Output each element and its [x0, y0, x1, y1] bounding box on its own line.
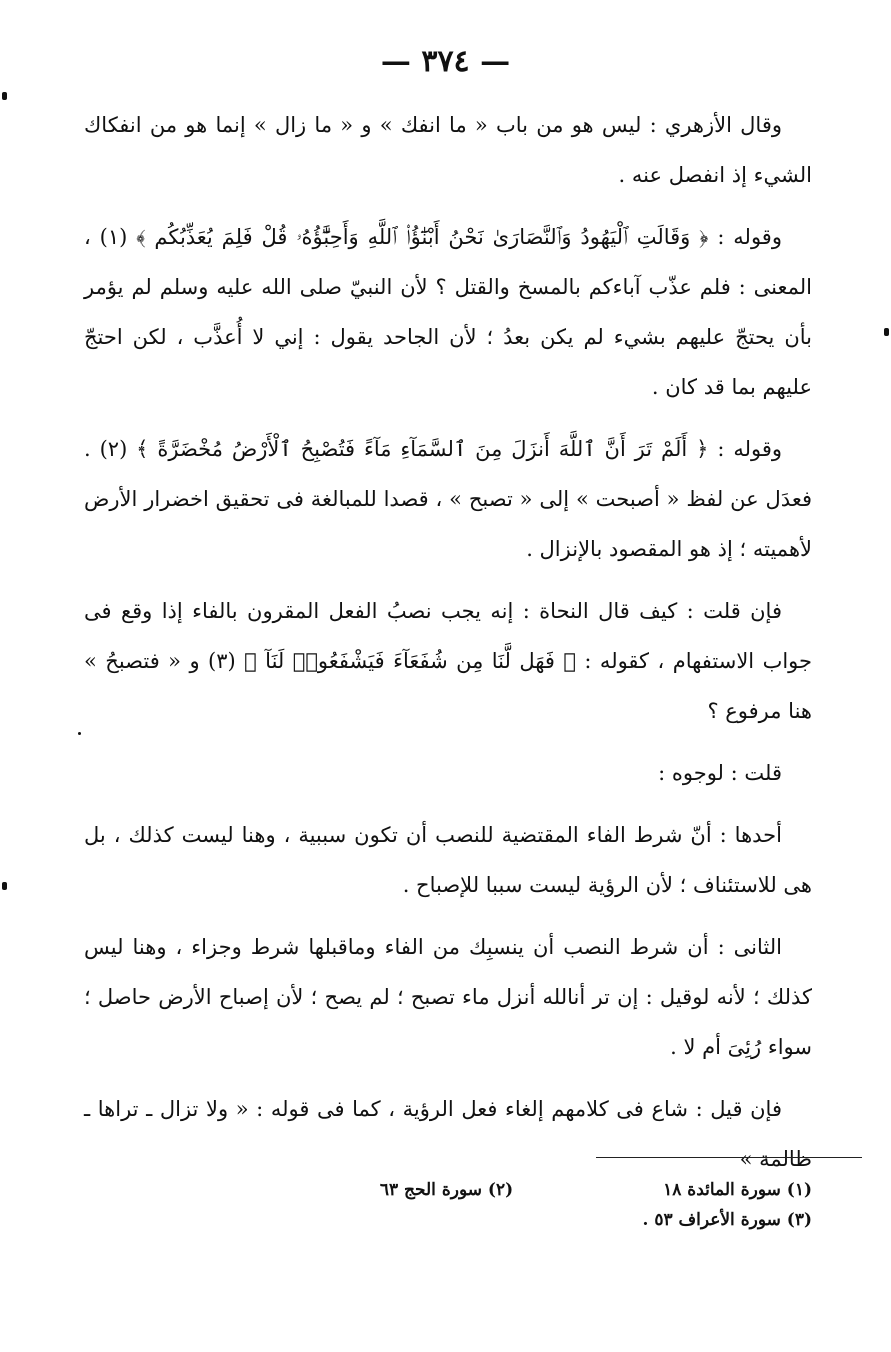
paragraph-azhari: وقال الأزهري : ليس هو من باب « ما انفك » و « ما زال » إنما هو من انفكاك الشيء إذ انفصل عنه . [84, 113, 812, 187]
footnote-2: (٢) سورة الحج ٦٣ [379, 1180, 514, 1200]
body-text [84, 100, 812, 1196]
paragraph-second-reason: الثانى : أن شرط النصب أن ينسبِك من الفاء وماقبلها شرط وجزاء ، وهنا ليس كذلك ؛ لأنه لوقيل : إن تر أنالله أنزل ماء تصبح ؛ لم يصح ؛ لأن إصباح الأرض حاصل ؛ سواء رُئِىَ أم لا . [84, 935, 812, 1059]
footnote-divider [596, 1157, 862, 1158]
paragraph-question: فإن قلت : كيف قال النحاة : إنه يجب نصبُ الفعل المقرون بالفاء إذا وقع فى جواب الاستفهام ، كقوله : ﴿ فَهَل لَّنَا مِن شُفَعَآءَ فَيَشْفَعُوا۟ لَنَآ ﴾ (٣) و « فتصبحُ » هنا مرفوع ؟ [84, 599, 813, 723]
scan-speck [884, 328, 889, 336]
footnote-row [200, 1205, 812, 1235]
footnotes [200, 1175, 812, 1235]
page-number: — ٣٧٤ — [380, 44, 511, 79]
footnote-3: (٣) سورة الأعراف ٥٣ . [642, 1210, 812, 1230]
paragraph-yahud-verse: وقوله : ﴿ وَقَالَتِ ٱلْيَهُودُ وَٱلنَّصَارَىٰ نَحْنُ أَبْنَٰٓؤُا۟ ٱللَّهِ وَأَحِبَّٰٓؤُهُۥ قُلْ فَلِمَ يُعَذِّبُكُم ﴾ (١) ، المعنى : فلم عذّب آباءكم بالمسخ والقتل ؟ لأن النبيّ صلى الله عليه وسلم لم يؤمر بأن يحتجّ عليهم بشيء لم يكن بعدُ ؛ لأن الجاحد يقول : إني لا أُعذَّب ، لكن احتجّ عليهم بما قد كان . [84, 225, 812, 399]
paragraph-alam-tara-verse: وقوله : ﴿ أَلَمْ تَرَ أَنَّ ٱللَّهَ أَنزَلَ مِنَ ٱلسَّمَآءِ مَآءً فَتُصْبِحُ ٱلْأَرْضُ مُخْضَرَّةً ﴾ (٢) . فعدَل عن لفظ « أصبحت » إلى « تصبح » ، قصدا للمبالغة فى تحقيق اخضرار الأرض لأهميته ؛ إذ هو المقصود بالإنزال . [84, 437, 812, 561]
scan-speck [2, 882, 7, 890]
footnote-1: (١) سورة المائدة ١٨ [663, 1180, 812, 1200]
paragraph-first-reason: أحدها : أنّ شرط الفاء المقتضية للنصب أن تكون سببية ، وهنا ليست كذلك ، بل هى للاستئناف ؛ لأن الرؤية ليست سببا للإصباح . [84, 823, 812, 897]
scan-speck [78, 732, 81, 735]
paragraph-objection: فإن قيل : شاع فى كلامهم إلغاء فعل الرؤية ، كما فى قوله : « ولا تزال ـ تراها ـ ظالمة » [84, 1097, 812, 1171]
paragraph-answer-intro: قلت : لوجوه : [658, 761, 782, 785]
scan-speck [2, 92, 7, 100]
footnote-row [200, 1175, 812, 1205]
